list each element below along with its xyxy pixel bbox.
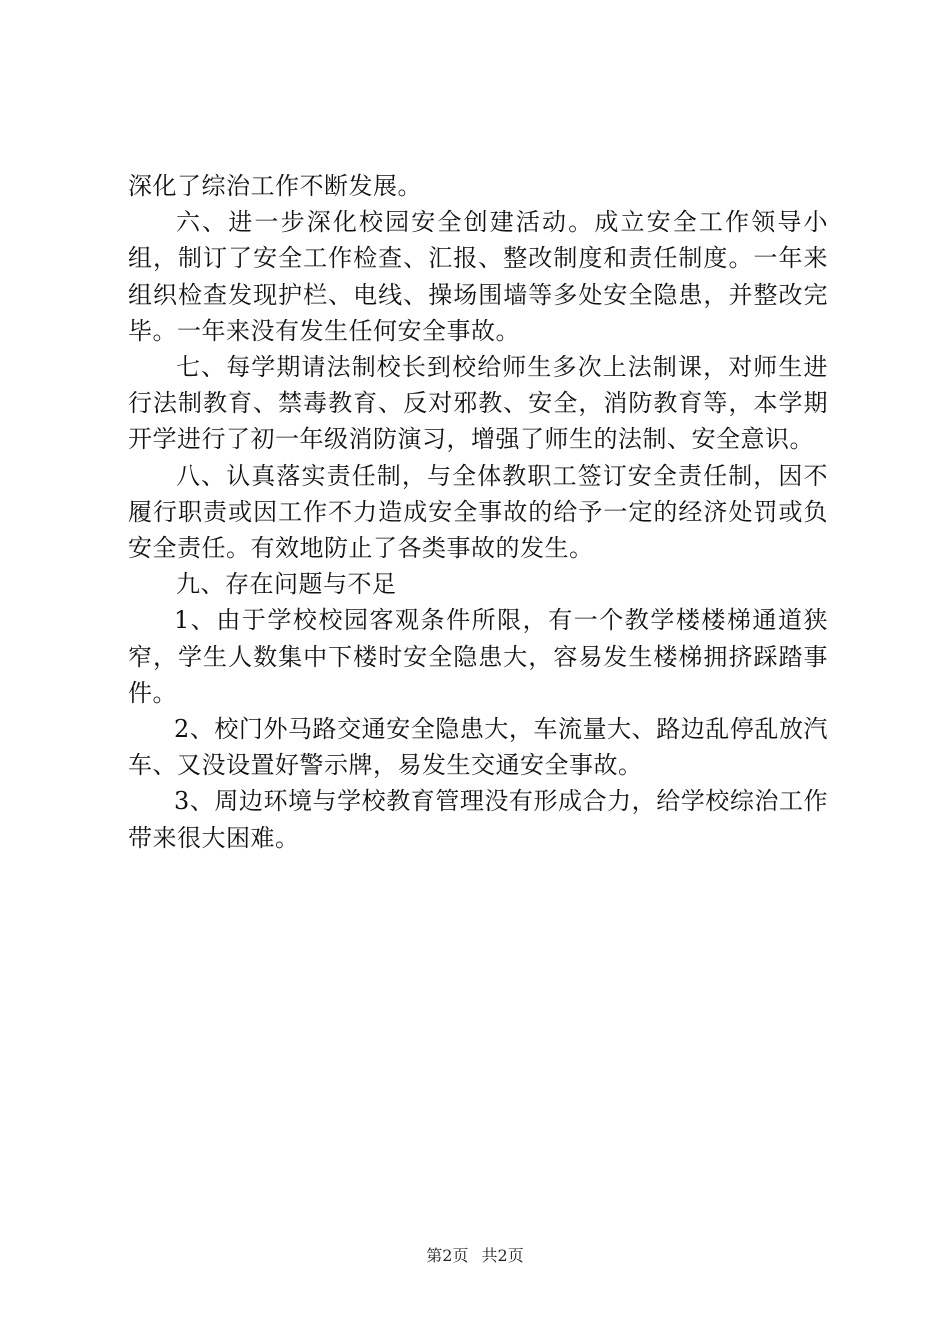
paragraph-issue-one: 1、由于学校校园客观条件所限，有一个教学楼楼梯通道狭窄，学生人数集中下楼时安全隐患大，容易发生楼梯拥挤踩踏事件。 xyxy=(128,606,828,707)
paragraph-issue-two: 2、校门外马路交通安全隐患大，车流量大、路边乱停乱放汽车、又没设置好警示牌，易发生交通安全事故。 xyxy=(128,715,828,780)
paragraph-section-six: 六、进一步深化校园安全创建活动。成立安全工作领导小组，制订了安全工作检查、汇报、整改制度和责任制度。一年来组织检查发现护栏、电线、操场围墙等多处安全隐患，并整改完毕。一年来没有发生任何安全事故。 xyxy=(128,208,828,345)
paragraph-issue-three: 3、周边环境与学校教育管理没有形成合力，给学校综治工作带来很大困难。 xyxy=(128,787,828,852)
page-total: 共2页 xyxy=(481,1246,524,1265)
paragraph-continuation: 深化了综治工作不断发展。 xyxy=(128,172,422,200)
page-number: 第2页 xyxy=(426,1246,469,1265)
paragraph-section-eight: 八、认真落实责任制，与全体教职工签订安全责任制，因不履行职责或因工作不力造成安全事故的给予一定的经济处罚或负安全责任。有效地防止了各类事故的发生。 xyxy=(128,461,828,563)
paragraph-section-nine-heading: 九、存在问题与不足 xyxy=(176,570,397,599)
paragraph-section-seven: 七、每学期请法制校长到校给师生多次上法制课，对师生进行法制教育、禁毒教育、反对邪教、安全，消防教育等，本学期开学进行了初一年级消防演习，增强了师生的法制、安全意识。 xyxy=(128,353,828,454)
document-body xyxy=(128,168,828,856)
page-footer xyxy=(0,1246,950,1266)
